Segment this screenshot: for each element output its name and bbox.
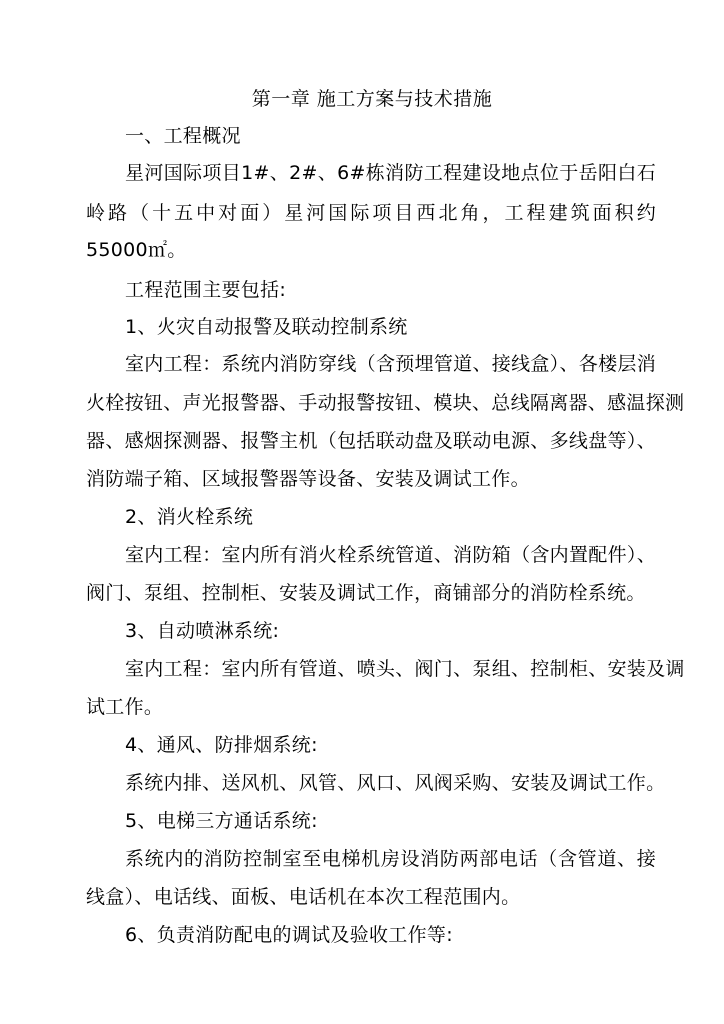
paragraph-line: 阀门、泵组、控制柜、安装及调试工作，商铺部分的消防栓系统。 bbox=[86, 582, 646, 604]
item-heading-4: 4、通风、防排烟系统: bbox=[125, 734, 318, 756]
paragraph-line: 室内工程：系统内消防穿线（含预埋管道、接线盒）、各楼层消 bbox=[125, 353, 656, 375]
paragraph-line: 岭路（十五中对面）星河国际项目西北角，工程建筑面积约 bbox=[86, 202, 656, 224]
chapter-title: 第一章 施工方案与技术措施 bbox=[251, 88, 493, 110]
paragraph-line: 线盒）、电话线、面板、电话机在本次工程范围内。 bbox=[86, 886, 521, 908]
item-heading-3: 3、自动喷淋系统: bbox=[125, 620, 280, 642]
item-heading-5: 5、电梯三方通话系统: bbox=[125, 810, 318, 832]
paragraph-line: 室内工程：室内所有管道、喷头、阀门、泵组、控制柜、安装及调 bbox=[125, 658, 685, 680]
paragraph-line: 室内工程：室内所有消火栓系统管道、消防箱（含内置配件）、 bbox=[125, 544, 656, 566]
paragraph-line: 55000㎡。 bbox=[86, 239, 187, 261]
paragraph-line: 消防端子箱、区域报警器等设备、安装及调试工作。 bbox=[86, 468, 530, 490]
item-heading-2: 2、消火栓系统 bbox=[125, 506, 254, 528]
item-heading-1: 1、火灾自动报警及联动控制系统 bbox=[125, 316, 408, 338]
scope-intro: 工程范围主要包括: bbox=[125, 279, 287, 301]
section-heading-overview: 一、工程概况 bbox=[125, 125, 241, 147]
paragraph-line: 系统内的消防控制室至电梯机房设消防两部电话（含管道、接 bbox=[125, 848, 656, 870]
paragraph-line: 火栓按钮、声光报警器、手动报警按钮、模块、总线隔离器、感温探测 bbox=[86, 392, 685, 414]
item-heading-6: 6、负责消防配电的调试及验收工作等: bbox=[125, 924, 453, 946]
paragraph-line: 试工作。 bbox=[86, 696, 164, 718]
paragraph-line: 星河国际项目1#、2#、6#栋消防工程建设地点位于岳阳白石 bbox=[125, 162, 656, 184]
paragraph-line: 系统内排、送风机、风管、风口、风阀采购、安装及调试工作。 bbox=[125, 772, 666, 794]
paragraph-line: 器、感烟探测器、报警主机（包括联动盘及联动电源、多线盘等）、 bbox=[86, 430, 656, 452]
